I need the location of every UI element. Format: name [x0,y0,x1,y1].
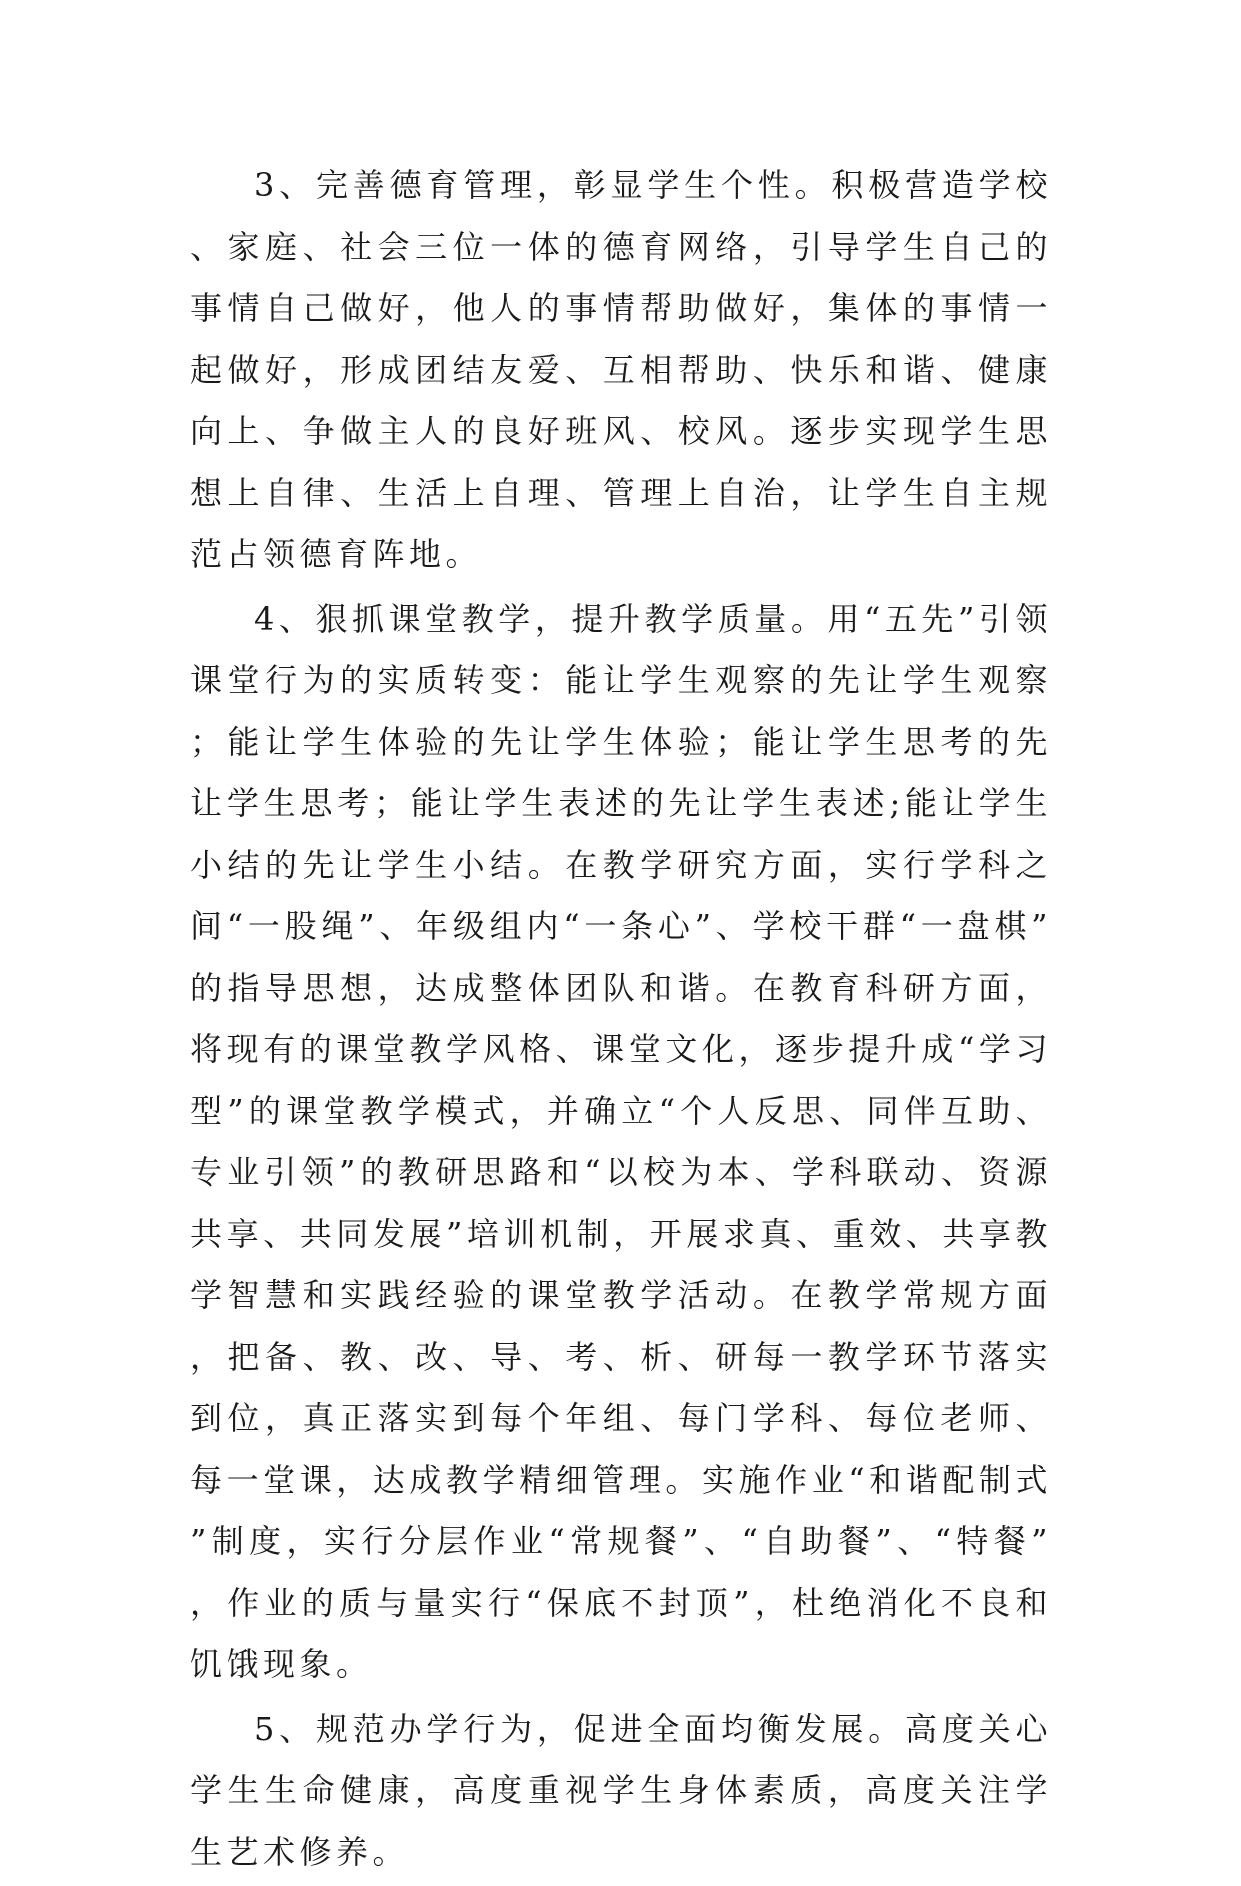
paragraph-classroom-teaching: 4、狠抓课堂教学，提升教学质量。用“五先”引领课堂行为的实质转变：能让学生观察的先让学生观察；能让学生体验的先让学生体验；能让学生思考的先让学生思考；能让学生表述的先让学生表述;能让学生小结的先让学生小结。在教学研究方面，实行学科之间“一股绳”、年级组内“一条心”、学校干群“一盘棋”的指导思想，达成整体团队和谐。在教育科研方面，将现有的课堂教学风格、课堂文化，逐步提升成“学习型”的课堂教学模式，并确立“个人反思、同伴互助、专业引领”的教研思路和“以校为本、学科联动、资源共享、共同发展”培训机制，开展求真、重效、共享教学智慧和实践经验的课堂教学活动。在教学常规方面，把备、教、改、导、考、析、研每一教学环节落实到位，真正落实到每个年组、每门学科、每位老师、每一堂课，达成教学精细管理。实施作业“和谐配制式”制度，实行分层作业“常规餐”、“自助餐”、“特餐”，作业的质与量实行“保底不封顶”，杜绝消化不良和饥饿现象。 [190,599,1052,1683]
paragraph-school-conduct: 5、规范办学行为，促进全面均衡发展。高度关心学生生命健康，高度重视学生身体素质，高度关注学生艺术修养。 [190,1709,1052,1871]
document-body [190,155,1052,1886]
paragraph-moral-education: 3、完善德育管理，彰显学生个性。积极营造学校、家庭、社会三位一体的德育网络，引导学生自己的事情自己做好，他人的事情帮助做好，集体的事情一起做好，形成团结友爱、互相帮助、快乐和谐、健康向上、争做主人的良好班风、校风。逐步实现学生思想上自律、生活上自理、管理上自治，让学生自主规范占领德育阵地。 [190,166,1052,573]
